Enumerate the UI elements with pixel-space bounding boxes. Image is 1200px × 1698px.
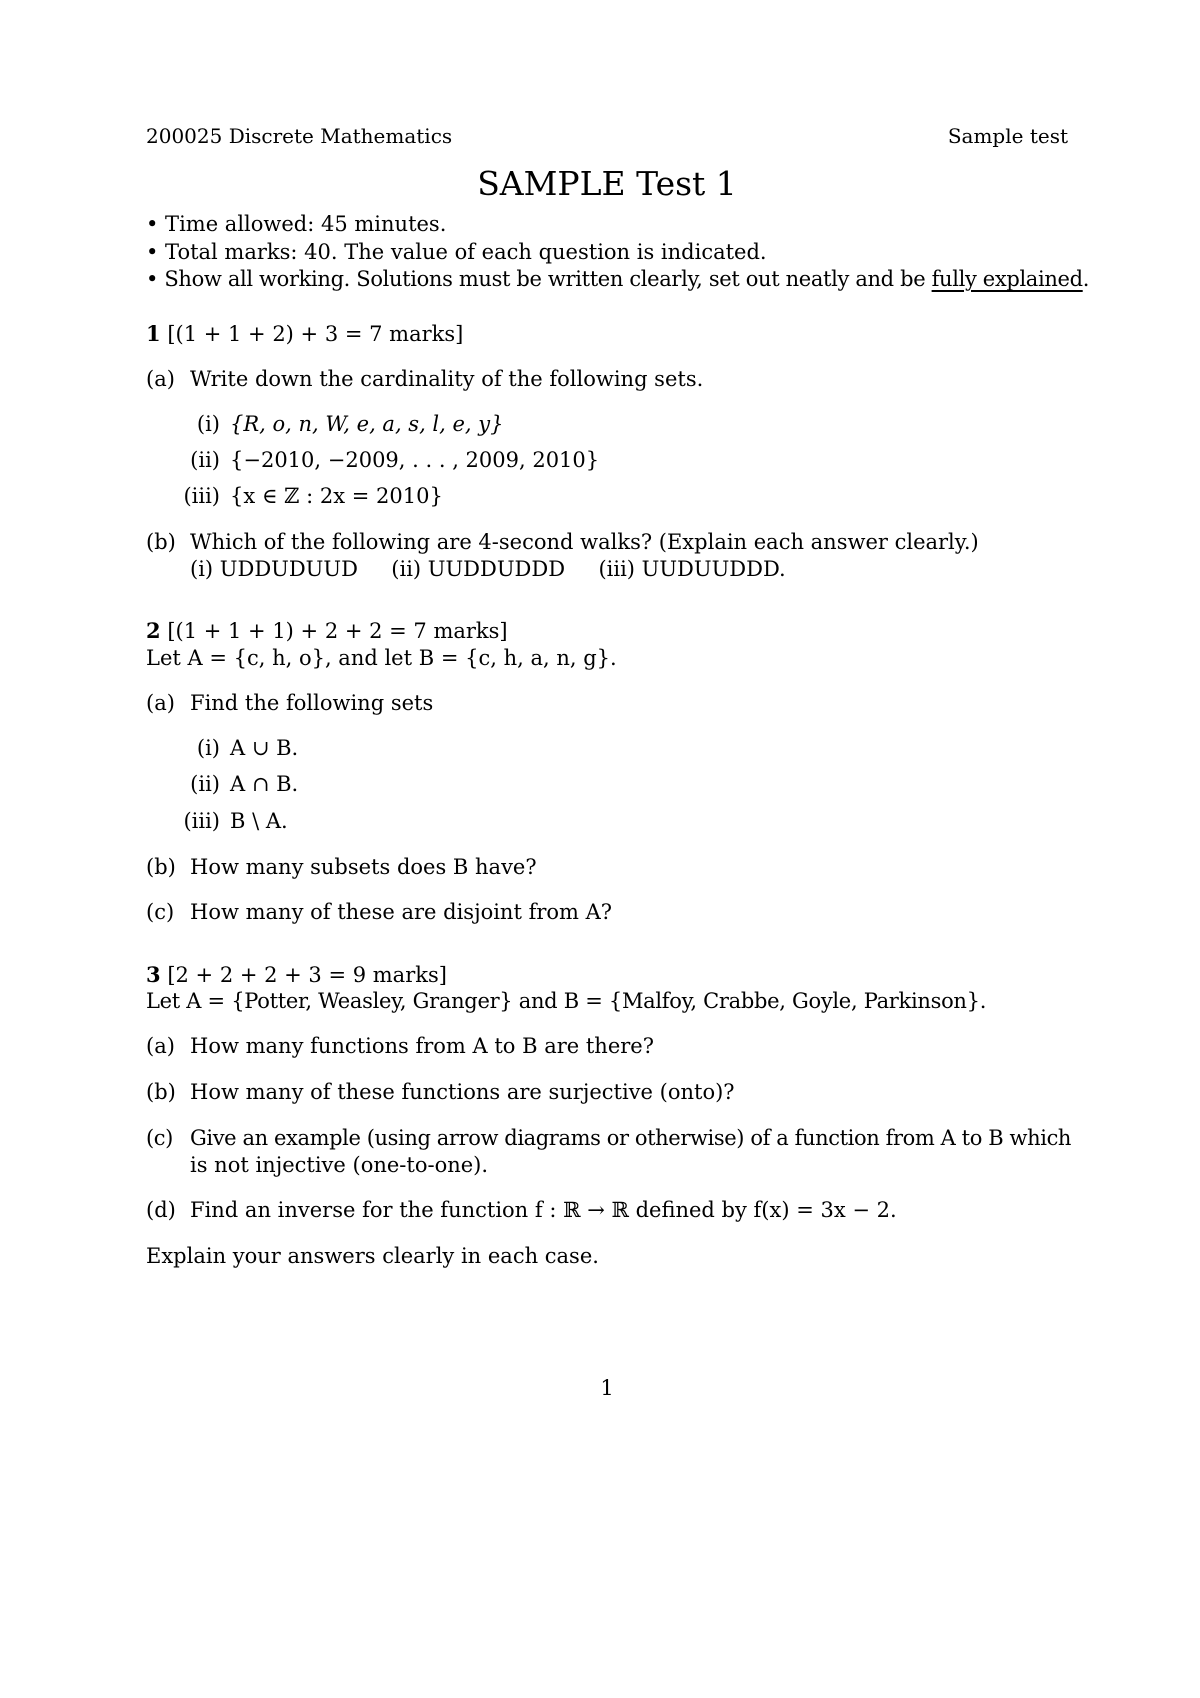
instruction-marks: • Total marks: 40. The value of each question is indicated. [146, 240, 767, 264]
q1-a-ii [176, 448, 599, 472]
q3-a-text: How many functions from A to B are there? [190, 1034, 654, 1058]
course-name: 200025 Discrete Mathematics [146, 124, 453, 148]
q2-heading [146, 618, 508, 643]
q3-c-text-line2: is not injective (one-to-one). [190, 1153, 489, 1177]
q2-let: Let A = {c, h, o}, and let B = {c, h, a, n, g}. [146, 646, 617, 670]
q1-a-iii-text: {x ∈ ℤ : 2x = 2010} [230, 484, 443, 508]
exam-page [146, 0, 1090, 1698]
q3-part-a [146, 1034, 654, 1058]
q1-a-i-text: {R, o, n, W, e, a, s, l, e, y} [230, 412, 504, 436]
q3-let: Let A = {Potter, Weasley, Granger} and B = {Malfoy, Crabbe, Goyle, Parkinson}. [146, 989, 987, 1013]
running-header [146, 124, 1068, 148]
page-title: SAMPLE Test 1 [477, 164, 737, 203]
q1-a-iii [176, 484, 443, 508]
q2-a-iii-label: (iii) [183, 809, 220, 833]
instruction-show-text: • Show all working. Solutions must be written clearly, set out neatly and be [146, 267, 926, 291]
q1-a-ii-label: (ii) [190, 448, 220, 472]
q2-part-b [146, 855, 537, 879]
q2-a-iii-text: B \ A. [230, 809, 288, 833]
q3-b-label: (b) [146, 1080, 176, 1104]
q3-number: 3 [146, 962, 161, 987]
instruction-emphasis: fully explained [931, 267, 1083, 291]
q2-c-text: How many of these are disjoint from A? [190, 900, 613, 924]
q3-d-label: (d) [146, 1198, 176, 1222]
q1-marks: [(1 + 1 + 2) + 3 = 7 marks] [167, 322, 464, 346]
q3-heading [146, 962, 447, 987]
q2-c-label: (c) [146, 900, 175, 924]
instruction-time: • Time allowed: 45 minutes. [146, 212, 447, 236]
q2-number: 2 [146, 618, 161, 643]
q2-marks: [(1 + 1 + 1) + 2 + 2 = 7 marks] [167, 619, 508, 643]
q2-b-text: How many subsets does B have? [190, 855, 537, 879]
q1-b-label: (b) [146, 530, 176, 554]
q1-a-iii-label: (iii) [183, 484, 220, 508]
q2-a-i-text: A ∪ B. [230, 736, 299, 760]
q3-part-b [146, 1080, 735, 1104]
q1-b-text: Which of the following are 4-second walks? (Explain each answer clearly.) [190, 530, 979, 554]
q2-a-ii-label: (ii) [190, 772, 220, 796]
q2-a-i [176, 736, 298, 760]
q3-b-text: How many of these functions are surjective (onto)? [190, 1080, 735, 1104]
q1-a-i [176, 412, 504, 436]
q1-a-i-label: (i) [196, 412, 220, 436]
q3-c-label: (c) [146, 1126, 173, 1150]
q2-a-ii-text: A ∩ B. [230, 772, 299, 796]
q1-part-a [146, 367, 703, 391]
q3-d-text: Find an inverse for the function f : ℝ → ℝ defined by f(x) = 3x − 2. [190, 1198, 897, 1222]
q1-b-options: (i) UDDUDUUD (ii) UUDDUDDD (iii) UUDUUDDD. [190, 557, 786, 581]
q1-heading [146, 321, 463, 346]
document-type: Sample test [947, 124, 1068, 148]
q3-a-label: (a) [146, 1034, 175, 1058]
q1-number: 1 [146, 321, 161, 346]
q2-b-label: (b) [146, 855, 176, 879]
instruction-period: . [1082, 267, 1090, 291]
q2-a-ii [176, 772, 298, 796]
q1-part-b [146, 530, 979, 554]
q3-c-text-line1: Give an example (using arrow diagrams or otherwise) of a function from A to B which [190, 1126, 1072, 1150]
q2-a-label: (a) [146, 691, 175, 715]
instruction-show-working [146, 267, 1089, 291]
q2-a-iii [176, 809, 288, 833]
q2-part-c [146, 900, 612, 924]
q3-part-d [146, 1198, 897, 1222]
q2-a-text: Find the following sets [190, 691, 434, 715]
q2-a-i-label: (i) [196, 736, 220, 760]
q3-part-c [146, 1126, 1071, 1150]
q3-marks: [2 + 2 + 2 + 3 = 9 marks] [167, 963, 447, 987]
q1-a-ii-text: {−2010, −2009, . . . , 2009, 2010} [230, 448, 600, 472]
q2-part-a [146, 691, 433, 715]
closing-instruction: Explain your answers clearly in each case. [146, 1244, 599, 1268]
q1-a-label: (a) [146, 367, 175, 391]
page-number: 1 [600, 1376, 614, 1400]
q1-a-text: Write down the cardinality of the following sets. [190, 367, 704, 391]
